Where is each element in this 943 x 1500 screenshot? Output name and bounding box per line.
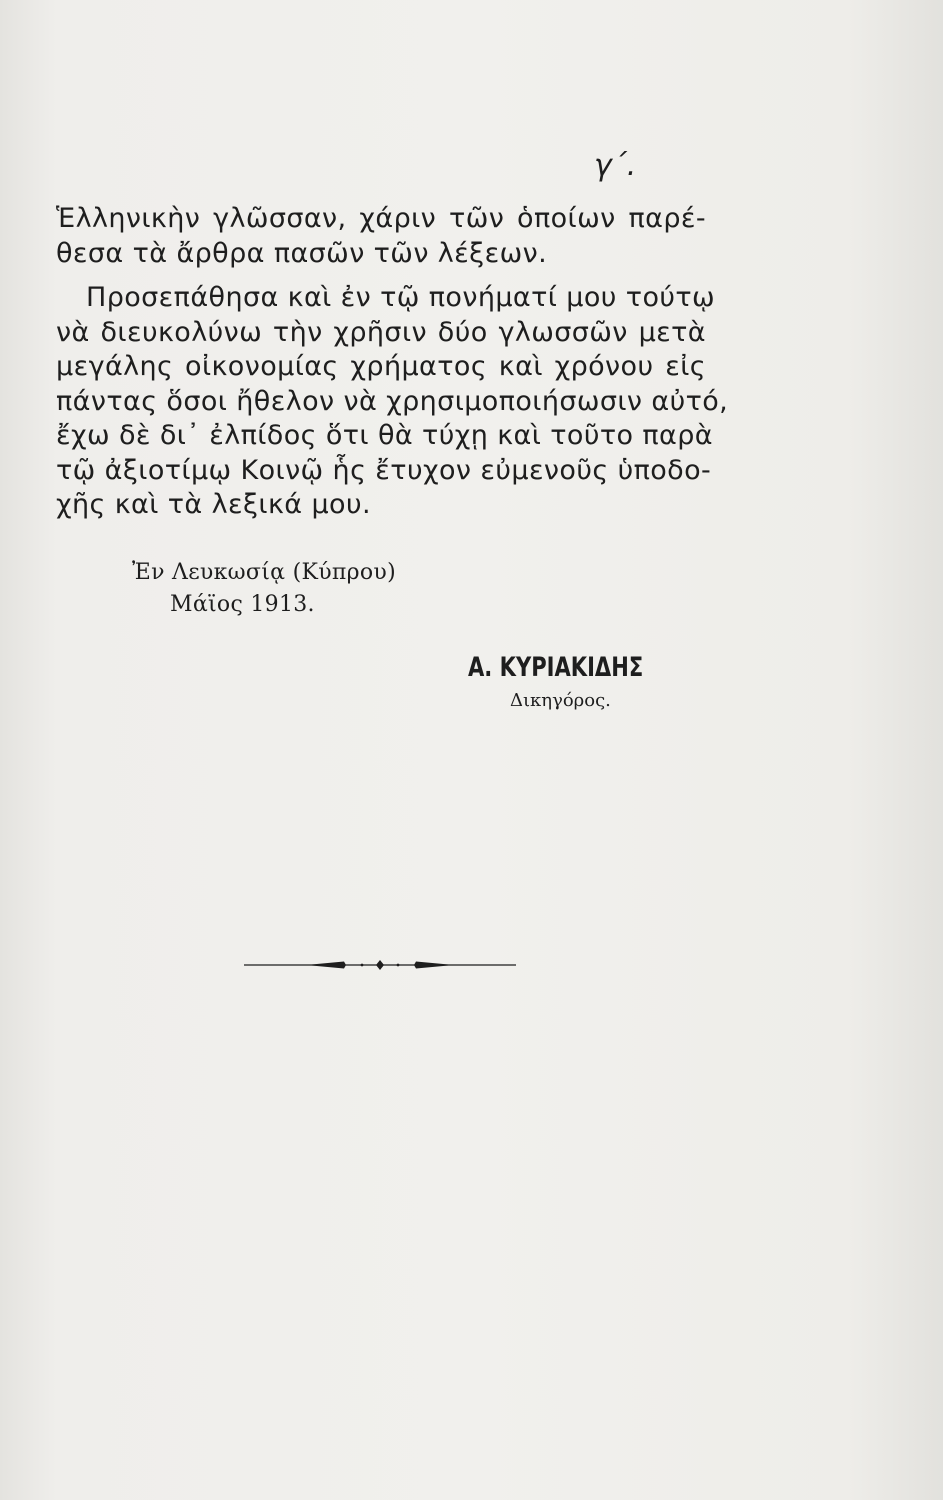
text-line: Ἑλληνικὴν γλῶσσαν, χάριν τῶν ὁποίων παρέ- xyxy=(56,203,706,234)
signature-title: Δικηγόρος. xyxy=(510,690,611,711)
body-text xyxy=(56,202,729,523)
text-line: χῆς καὶ τὰ λεξικά μου. xyxy=(56,489,371,520)
signature-name: Α. ΚΥΡΙΑΚΙΔΗΣ xyxy=(468,652,644,683)
place-line: Ἐν Λευκωσίᾳ (Κύπρου) xyxy=(132,560,396,585)
text-line: ἔχω δὲ δι᾽ ἐλπίδος ὅτι θὰ τύχῃ καὶ τοῦτο παρὰ xyxy=(56,420,713,451)
text-line: πάντας ὅσοι ἤθελον νὰ χρησιμοποιήσωσιν αὐτό, xyxy=(56,385,729,417)
text-line: Προσεπάθησα καὶ ἐν τῷ πονήματί μου τούτῳ xyxy=(86,282,716,313)
page-number: γ΄. xyxy=(594,148,637,183)
date-line: Μάϊος 1913. xyxy=(170,592,315,617)
text-line: μεγάλης οἰκονομίας χρήματος καὶ χρόνου εἰς xyxy=(56,351,706,382)
decorative-rule-icon xyxy=(244,954,516,976)
text-line: τῷ ἀξιοτίμῳ Κοινῷ ἧς ἔτυχον εὐμενοῦς ὑποδο- xyxy=(56,454,712,486)
text-line: θεσα τὰ ἄρθρα πασῶν τῶν λέξεων. xyxy=(56,237,548,269)
text-line: νὰ διευκολύνω τὴν χρῆσιν δύο γλωσσῶν μετὰ xyxy=(56,316,706,348)
